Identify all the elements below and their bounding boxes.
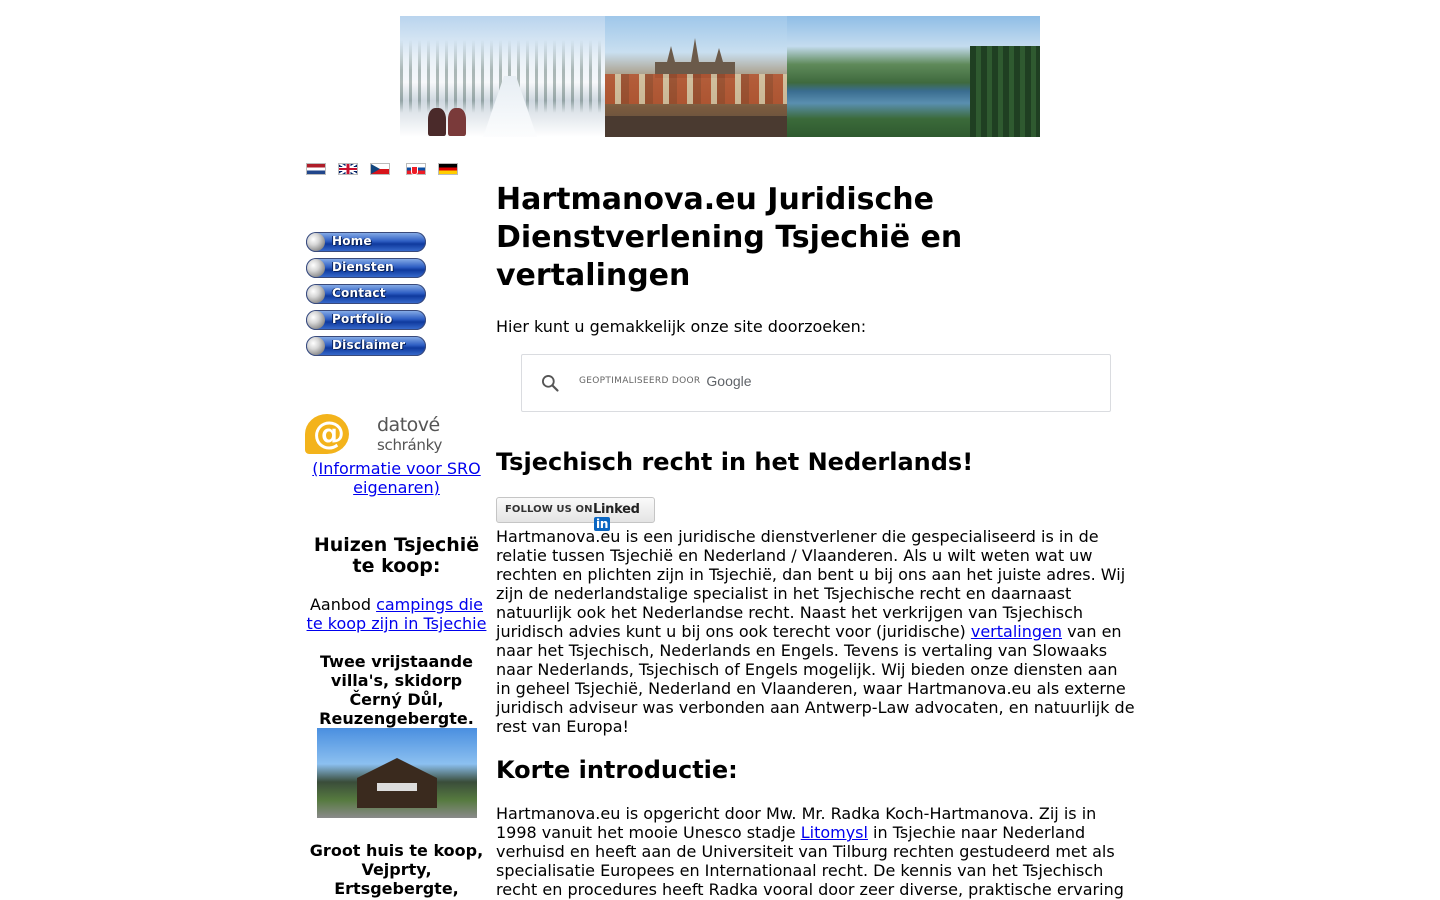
schranky-logo-text: schránky [377,436,443,454]
datove-schranky-logo[interactable] [305,414,447,456]
nav-label: Contact [332,286,386,300]
search-intro: Hier kunt u gemakkelijk onze site doorzoeken: [496,317,867,336]
nav-label: Diensten [332,260,394,274]
big-house-heading: Groot huis te koop, Vejprty, Ertsgebergte, [309,841,484,898]
datove-logo-text: datové [377,414,440,436]
banner-photo-winter [400,16,605,137]
linkedin-follow-text: FOLLOW US ON [505,504,593,515]
google-logo: Google [706,373,752,389]
villa-photo[interactable] [317,728,477,818]
linkedin-follow-button[interactable] [496,497,655,531]
nav-knob-icon [307,259,325,277]
nav-knob-icon [307,285,325,303]
nav-knob-icon [307,337,325,355]
search-input[interactable] [574,367,1098,399]
nav-disclaimer-button[interactable] [306,336,426,356]
linkedin-in-icon: in [596,517,609,531]
intro-text-a: Hartmanova.eu is een juridische dienstverlener die gespecialiseerd is in de relatie tussen Tsjechië en Nederland / Vlaanderen. Als u wilt weten wat uw rechten en plichten zijn in Tsjechië, dan bent u bij ons aan het juiste adres. Wij zijn de nederlandstalige specialist in het Tsjechische recht en daarnaast natuurlijk ook het Nederlandse recht. Naast het verkrijgen van Tsjechisch juridisch advies kunt u bij ons ook terecht voor (juridische) [496,527,1126,641]
nav-knob-icon [307,311,325,329]
site-search-box[interactable] [521,354,1111,412]
nav-label: Disclaimer [332,338,406,352]
banner-photo-lake [787,16,1040,137]
linkedin-brand-text: Linked [593,502,640,517]
main-nav [306,232,426,362]
campings-link[interactable]: campings die te koop zijn in Tsjechie [306,595,487,633]
sro-info-link-wrap [306,459,487,497]
nav-home-button[interactable] [306,232,426,252]
banner-photo-prague [605,16,787,137]
about-paragraph [496,804,1136,899]
nav-knob-icon [307,233,325,251]
intro-text-b: van en naar het Tsjechisch, Nederlands en Engels. Tevens is vertaling van Slowaaks naar Nederlands, Tsjechisch of Engels mogelijk. Wij bieden onze diensten aan in geheel Tsjechië, Nederland en Vlaanderen, waar Hartmanova.eu als externe juridisch adviseur was verbonden aan Antwerp-Law advocaten, en natuurlijk de rest van Europa! [496,622,1135,736]
about-text-a: Hartmanova.eu is opgericht door Mw. Mr. Radka Koch-Hartmanova. Zij is in 1998 vanuit het mooie Unesco stadje [496,804,1097,842]
czech-flag-icon[interactable] [370,163,390,175]
netherlands-flag-icon[interactable] [306,163,326,175]
nav-label: Home [332,234,372,248]
section-heading-czech-law: Tsjechisch recht in het Nederlands! [496,448,974,476]
houses-heading: Huizen Tsjechië te koop: [313,534,480,577]
powered-by-text: GEOPTIMALISEERD DOOR [579,376,701,386]
nav-label: Portfolio [332,312,393,326]
nav-diensten-button[interactable] [306,258,426,278]
litomysl-link[interactable]: Litomysl [800,823,868,842]
search-icon[interactable] [540,373,560,393]
intro-paragraph [496,527,1136,736]
vertalingen-link[interactable]: vertalingen [970,622,1062,641]
united-kingdom-flag-icon[interactable] [338,163,358,175]
german-flag-icon[interactable] [438,163,458,175]
offer-prefix: Aanbod [309,595,377,614]
campings-offer [306,595,487,633]
nav-contact-button[interactable] [306,284,426,304]
header-banner [400,16,1040,137]
sro-info-link[interactable]: (Informatie voor SRO eigenaren) [312,459,481,497]
at-sign-icon: @ [305,414,349,454]
page-title: Hartmanova.eu Juridische Dienstverlening Tsjechië en vertalingen [496,182,963,293]
villas-heading: Twee vrijstaande villa's, skidorp Černý Důl, Reuzengebergte. [319,652,474,728]
nav-portfolio-button[interactable] [306,310,426,330]
about-text-b: in Tsjechie naar Nederland verhuisd en heeft aan de Universiteit van Tilburg rechten gestudeerd met als specialisatie Europees en Internationaal recht. De kennis van het Tsjechisch recht en procedures heeft Radka vooral door zeer diverse, praktische ervaring [496,823,1124,899]
slovak-flag-icon[interactable] [406,163,426,175]
section-heading-intro: Korte introductie: [496,756,738,784]
